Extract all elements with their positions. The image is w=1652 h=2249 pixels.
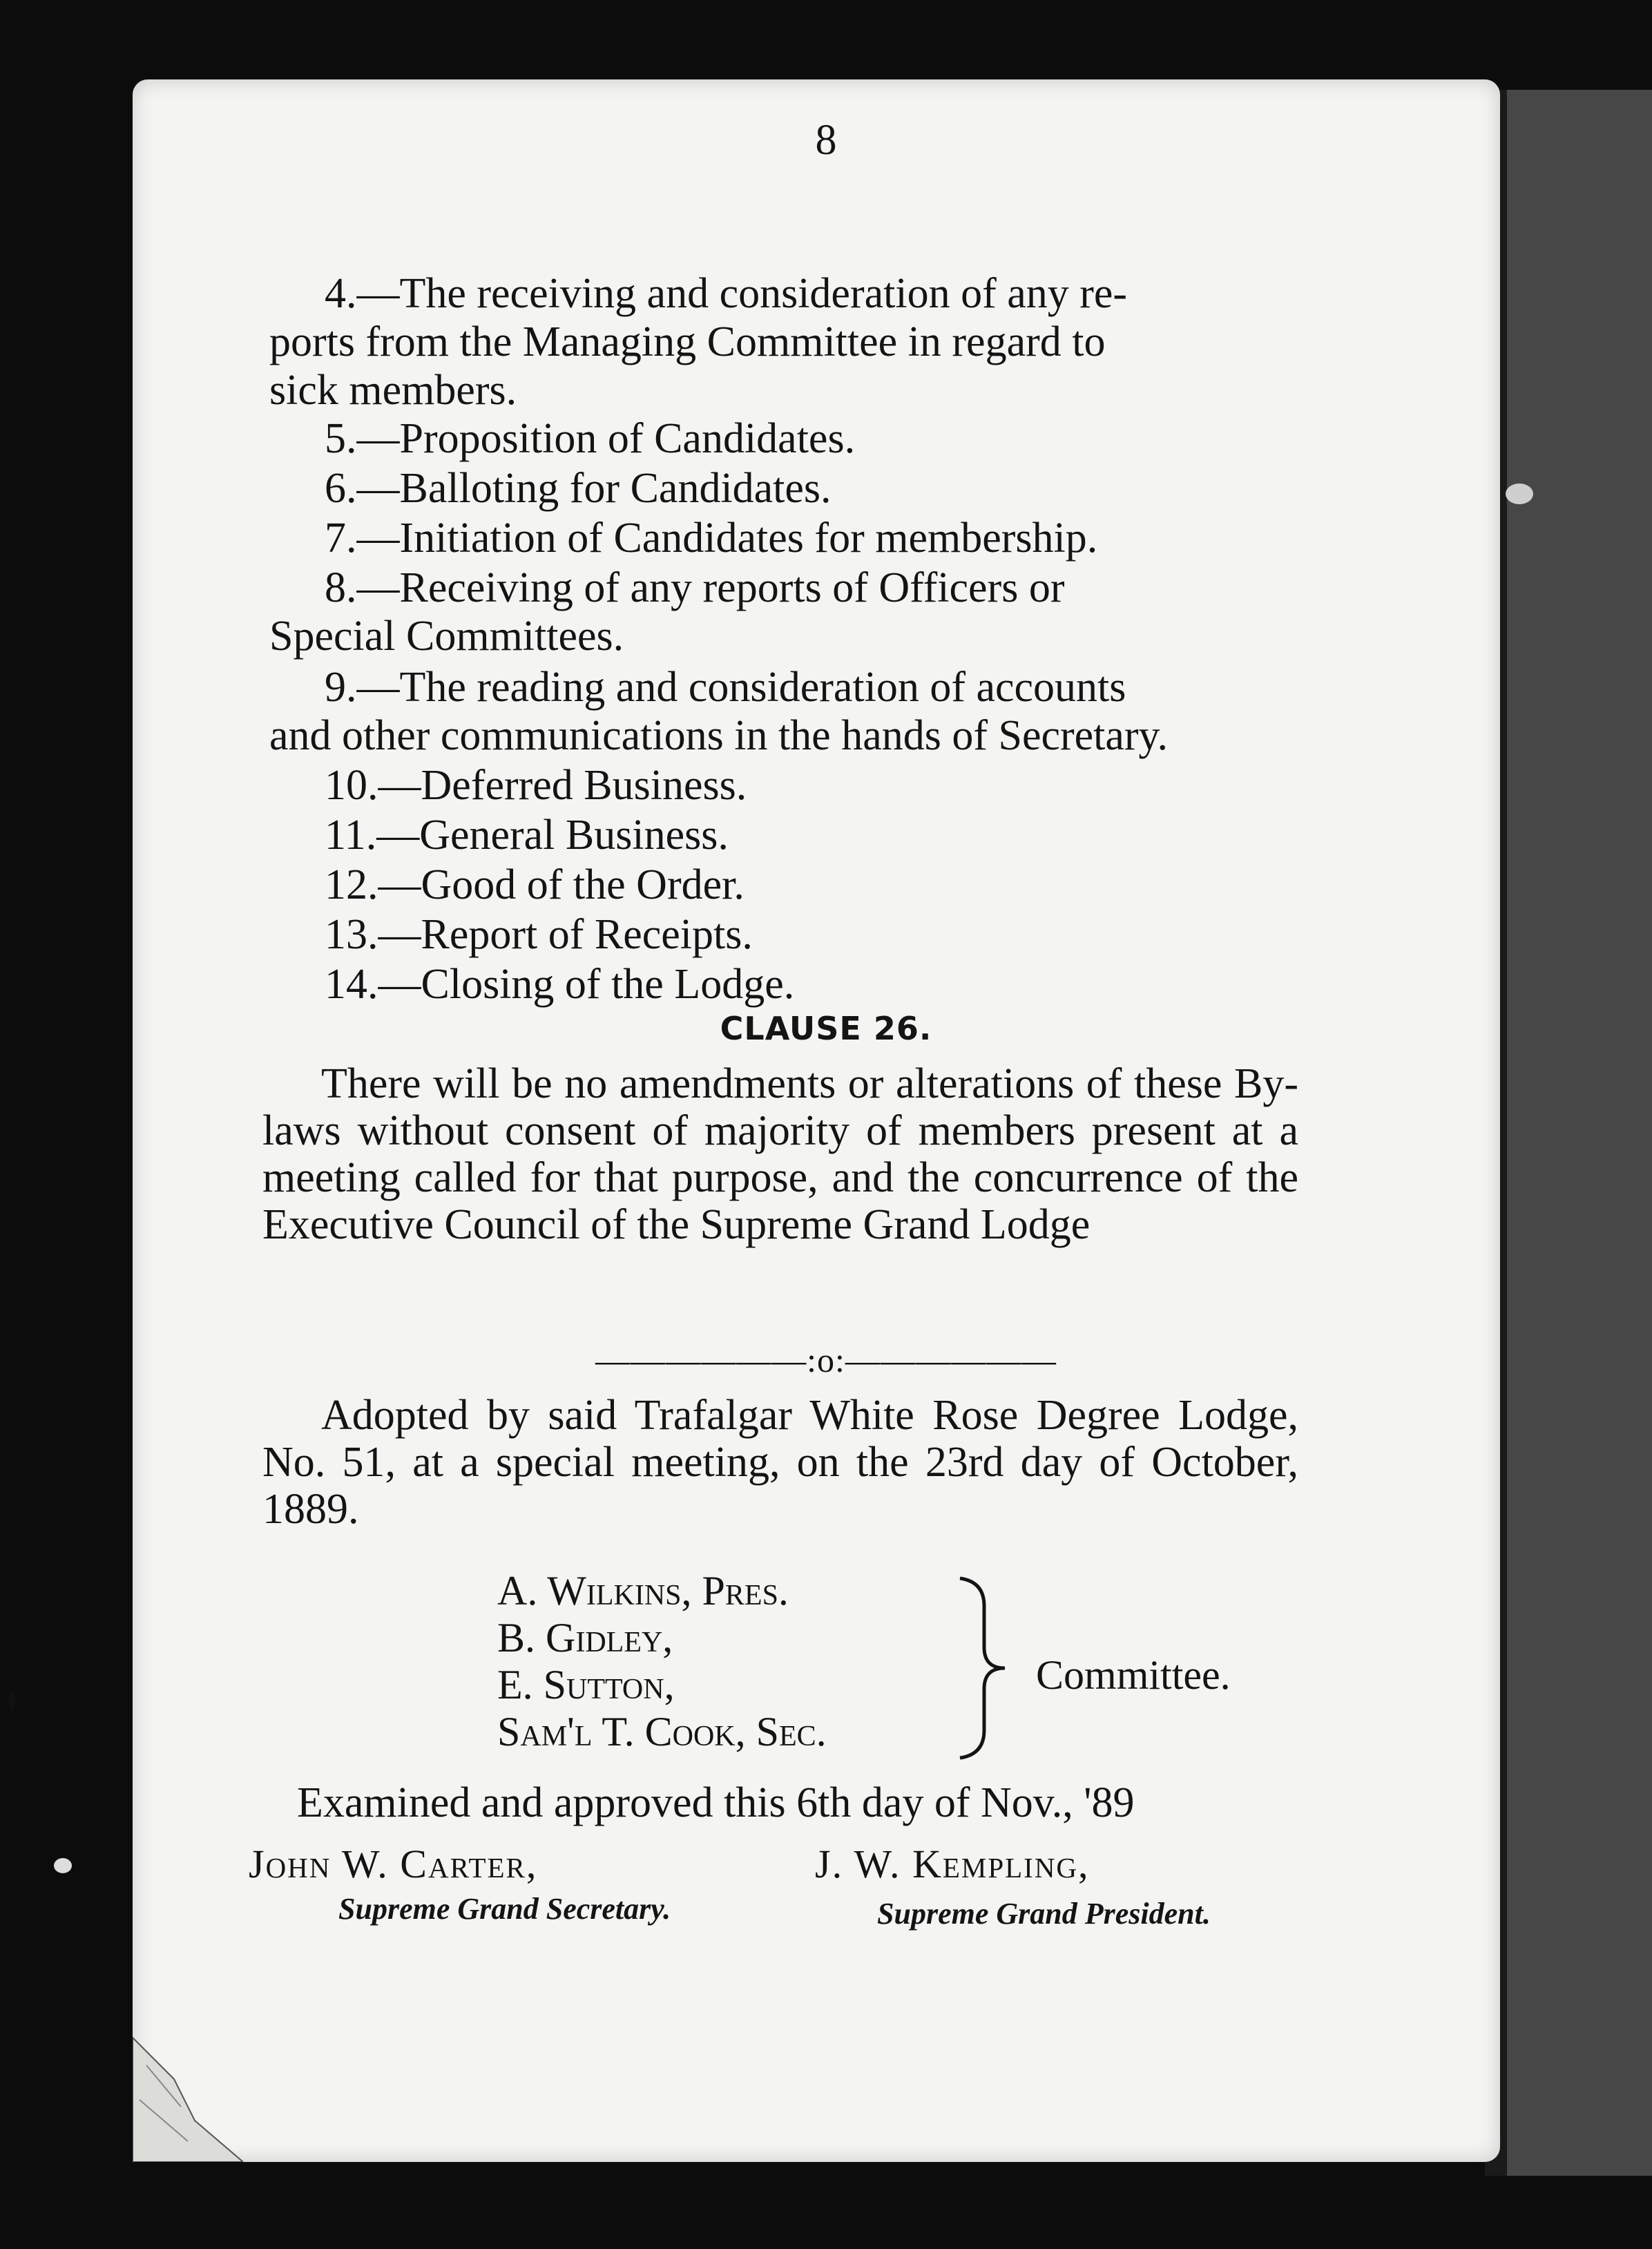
bylaw-item-13: 13.—Report of Receipts. <box>325 911 753 958</box>
clause-heading: CLAUSE 26. <box>720 1010 932 1047</box>
signature-title-president: Supreme Grand President. <box>877 1897 1211 1931</box>
bylaw-item-14: 14.—Closing of the Lodge. <box>325 961 795 1008</box>
committee-member-1: A. Wilkins, Pres. <box>497 1568 789 1614</box>
clause-text: There will be no amendments or alterations of these By-laws without consent of majority of members present at a meeting called for that purpose, and the concurrence of the Executive Council of the Supreme Grand Lodge <box>262 1060 1298 1248</box>
scan-speck <box>8 1692 15 1710</box>
scan-speck <box>54 1858 72 1873</box>
bylaw-item-7: 7.—Initiation of Candidates for membership. <box>325 515 1098 562</box>
committee-member-3: E. Sutton, <box>497 1662 675 1707</box>
bylaw-item-5: 5.—Proposition of Candidates. <box>325 415 856 462</box>
section-divider: ——————:o:—————— <box>595 1341 1057 1379</box>
committee-member-2: B. Gidley, <box>497 1615 673 1661</box>
bylaw-item-11: 11.—General Business. <box>325 812 729 859</box>
bylaw-item-12: 12.—Good of the Order. <box>325 861 745 908</box>
bylaw-item-9-line-1: 9.—The reading and consideration of accounts <box>325 664 1126 711</box>
signature-name-secretary: John W. Carter, <box>249 1841 538 1886</box>
bylaw-item-6: 6.—Balloting for Candidates. <box>325 465 832 512</box>
signature-name-president: J. W. Kempling, <box>815 1841 1090 1886</box>
worn-corner <box>133 2024 243 2162</box>
bylaw-item-8-line-2: Special Committees. <box>269 613 624 660</box>
bylaw-item-4-line-1: 4.—The receiving and consideration of any re- <box>325 270 1128 317</box>
bylaw-item-4-line-3: sick members. <box>269 367 517 414</box>
adoption-statement: Adopted by said Trafalgar White Rose Degree Lodge, No. 51, at a special meeting, on the 23rd day of October, 1889. <box>262 1392 1298 1533</box>
bylaw-item-4-line-2: ports from the Managing Committee in regard to <box>269 318 1106 365</box>
scan-speck <box>1506 484 1533 504</box>
page-number: 8 <box>815 117 837 164</box>
adjacent-page-edge <box>1485 90 1652 2176</box>
signature-title-secretary: Supreme Grand Secretary. <box>338 1892 671 1926</box>
committee-brace <box>946 1571 1029 1765</box>
approval-statement: Examined and approved this 6th day of Nov., '89 <box>297 1779 1135 1826</box>
bylaw-item-9-line-2: and other communications in the hands of Secretary. <box>269 712 1169 759</box>
bylaw-item-10: 10.—Deferred Business. <box>325 762 747 809</box>
committee-label: Committee. <box>1036 1652 1231 1698</box>
committee-member-4: Sam'l T. Cook, Sec. <box>497 1709 827 1754</box>
bylaw-item-8-line-1: 8.—Receiving of any reports of Officers or <box>325 564 1065 611</box>
